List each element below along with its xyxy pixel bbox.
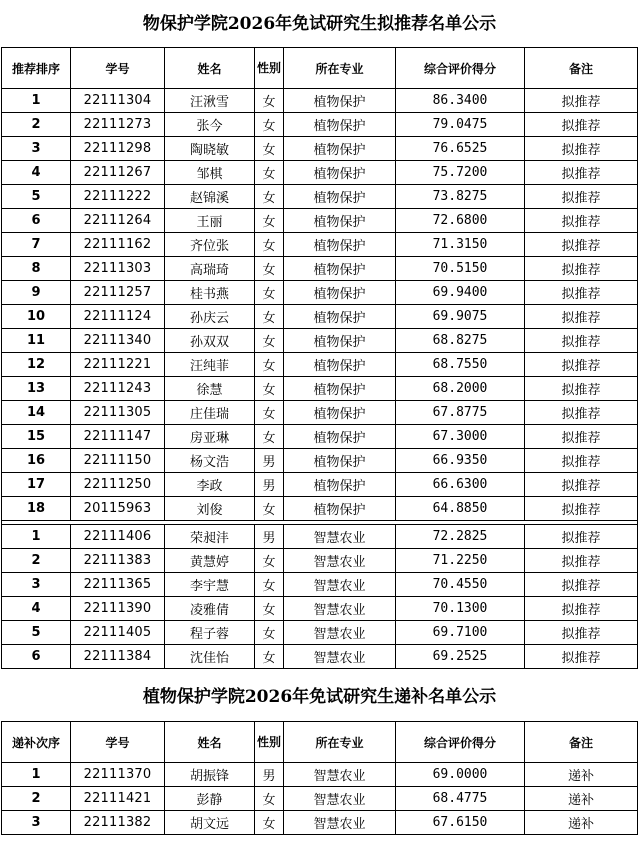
cell-gender: 男	[255, 473, 284, 497]
table-row	[2, 353, 638, 377]
cell-student-id: 22111250	[71, 473, 165, 497]
cell-name: 汪湫雪	[165, 89, 255, 113]
cell-name: 赵锦溪	[165, 185, 255, 209]
header-name: 姓名	[165, 48, 255, 89]
substitute-table	[1, 721, 638, 835]
table-row	[2, 281, 638, 305]
cell-student-id: 22111221	[71, 353, 165, 377]
cell-rank: 3	[2, 573, 71, 597]
table-row	[2, 305, 638, 329]
cell-gender: 女	[255, 621, 284, 645]
cell-score: 71.3150	[396, 233, 525, 257]
cell-name: 齐位张	[165, 233, 255, 257]
cell-note: 递补	[525, 811, 638, 835]
cell-note: 拟推荐	[525, 137, 638, 161]
header-student-id: 学号	[71, 48, 165, 89]
table-row	[2, 209, 638, 233]
cell-rank: 7	[2, 233, 71, 257]
table-row	[2, 645, 638, 669]
cell-score: 73.8275	[396, 185, 525, 209]
cell-note: 拟推荐	[525, 113, 638, 137]
cell-gender: 女	[255, 597, 284, 621]
cell-rank: 6	[2, 209, 71, 233]
cell-major: 植物保护	[284, 305, 396, 329]
cell-gender: 女	[255, 425, 284, 449]
cell-name: 沈佳怡	[165, 645, 255, 669]
cell-student-id: 22111147	[71, 425, 165, 449]
cell-note: 拟推荐	[525, 305, 638, 329]
cell-major: 植物保护	[284, 473, 396, 497]
table-row	[2, 425, 638, 449]
cell-student-id: 22111243	[71, 377, 165, 401]
cell-student-id: 22111150	[71, 449, 165, 473]
header-name: 姓名	[165, 722, 255, 763]
cell-major: 智慧农业	[284, 645, 396, 669]
cell-note: 拟推荐	[525, 209, 638, 233]
cell-major: 植物保护	[284, 425, 396, 449]
cell-name: 房亚琳	[165, 425, 255, 449]
cell-rank: 16	[2, 449, 71, 473]
cell-note: 拟推荐	[525, 401, 638, 425]
cell-student-id: 22111304	[71, 89, 165, 113]
cell-major: 植物保护	[284, 113, 396, 137]
table-header-row	[2, 48, 638, 89]
cell-student-id: 22111383	[71, 549, 165, 573]
cell-major: 智慧农业	[284, 787, 396, 811]
cell-note: 拟推荐	[525, 497, 638, 521]
cell-gender: 女	[255, 549, 284, 573]
cell-rank: 17	[2, 473, 71, 497]
cell-score: 69.9075	[396, 305, 525, 329]
table-row	[2, 329, 638, 353]
cell-student-id: 22111405	[71, 621, 165, 645]
cell-major: 智慧农业	[284, 811, 396, 835]
cell-note: 递补	[525, 763, 638, 787]
table-row	[2, 161, 638, 185]
cell-score: 71.2250	[396, 549, 525, 573]
cell-major: 智慧农业	[284, 621, 396, 645]
cell-major: 植物保护	[284, 497, 396, 521]
cell-name: 李政	[165, 473, 255, 497]
table-row	[2, 787, 638, 811]
cell-name: 汪纯菲	[165, 353, 255, 377]
cell-student-id: 22111162	[71, 233, 165, 257]
cell-student-id: 22111390	[71, 597, 165, 621]
cell-note: 拟推荐	[525, 329, 638, 353]
cell-rank: 5	[2, 185, 71, 209]
cell-gender: 女	[255, 377, 284, 401]
cell-name: 荣昶沣	[165, 525, 255, 549]
cell-name: 彭静	[165, 787, 255, 811]
cell-score: 64.8850	[396, 497, 525, 521]
cell-rank: 1	[2, 89, 71, 113]
cell-gender: 女	[255, 305, 284, 329]
cell-score: 67.6150	[396, 811, 525, 835]
cell-score: 66.6300	[396, 473, 525, 497]
cell-gender: 女	[255, 329, 284, 353]
cell-rank: 3	[2, 811, 71, 835]
cell-gender: 女	[255, 497, 284, 521]
cell-gender: 女	[255, 281, 284, 305]
cell-name: 徐慧	[165, 377, 255, 401]
cell-major: 植物保护	[284, 137, 396, 161]
cell-gender: 女	[255, 185, 284, 209]
cell-name: 孙庆云	[165, 305, 255, 329]
cell-major: 植物保护	[284, 329, 396, 353]
cell-student-id: 22111257	[71, 281, 165, 305]
cell-rank: 12	[2, 353, 71, 377]
cell-name: 陶晓敏	[165, 137, 255, 161]
cell-student-id: 22111124	[71, 305, 165, 329]
cell-rank: 15	[2, 425, 71, 449]
cell-name: 张今	[165, 113, 255, 137]
cell-major: 植物保护	[284, 233, 396, 257]
cell-major: 植物保护	[284, 353, 396, 377]
cell-note: 拟推荐	[525, 597, 638, 621]
cell-score: 68.2000	[396, 377, 525, 401]
cell-note: 拟推荐	[525, 377, 638, 401]
cell-gender: 女	[255, 353, 284, 377]
cell-rank: 4	[2, 597, 71, 621]
cell-major: 植物保护	[284, 377, 396, 401]
table-row	[2, 185, 638, 209]
cell-name: 杨文浩	[165, 449, 255, 473]
cell-student-id: 20115963	[71, 497, 165, 521]
cell-note: 拟推荐	[525, 449, 638, 473]
cell-name: 程子蓉	[165, 621, 255, 645]
cell-score: 68.4775	[396, 787, 525, 811]
header-gender: 性别	[255, 722, 284, 763]
cell-gender: 女	[255, 113, 284, 137]
cell-student-id: 22111340	[71, 329, 165, 353]
table-row	[2, 549, 638, 573]
cell-rank: 5	[2, 621, 71, 645]
header-major: 所在专业	[284, 722, 396, 763]
cell-name: 高瑞琦	[165, 257, 255, 281]
cell-name: 黄慧婷	[165, 549, 255, 573]
table-row	[2, 621, 638, 645]
cell-note: 递补	[525, 787, 638, 811]
cell-major: 植物保护	[284, 185, 396, 209]
cell-student-id: 22111273	[71, 113, 165, 137]
table-row	[2, 113, 638, 137]
cell-student-id: 22111421	[71, 787, 165, 811]
cell-student-id: 22111384	[71, 645, 165, 669]
table-row	[2, 377, 638, 401]
cell-note: 拟推荐	[525, 185, 638, 209]
cell-student-id: 22111298	[71, 137, 165, 161]
cell-major: 植物保护	[284, 281, 396, 305]
cell-rank: 4	[2, 161, 71, 185]
cell-gender: 女	[255, 257, 284, 281]
cell-note: 拟推荐	[525, 573, 638, 597]
cell-rank: 2	[2, 787, 71, 811]
document-title-recommended: 物保护学院2026年免试研究生拟推荐名单公示	[142, 14, 497, 34]
header-rank: 递补次序	[2, 722, 71, 763]
cell-score: 79.0475	[396, 113, 525, 137]
table-row	[2, 89, 638, 113]
cell-rank: 8	[2, 257, 71, 281]
cell-student-id: 22111382	[71, 811, 165, 835]
header-score: 综合评价得分	[396, 48, 525, 89]
cell-student-id: 22111303	[71, 257, 165, 281]
cell-note: 拟推荐	[525, 645, 638, 669]
cell-student-id: 22111264	[71, 209, 165, 233]
cell-name: 李宇慧	[165, 573, 255, 597]
table-row	[2, 763, 638, 787]
cell-name: 孙双双	[165, 329, 255, 353]
cell-score: 67.3000	[396, 425, 525, 449]
recommended-table	[1, 47, 638, 669]
cell-rank: 13	[2, 377, 71, 401]
header-note: 备注	[525, 722, 638, 763]
cell-note: 拟推荐	[525, 161, 638, 185]
header-score: 综合评价得分	[396, 722, 525, 763]
cell-student-id: 22111365	[71, 573, 165, 597]
cell-gender: 女	[255, 811, 284, 835]
cell-rank: 9	[2, 281, 71, 305]
cell-student-id: 22111267	[71, 161, 165, 185]
cell-major: 智慧农业	[284, 549, 396, 573]
cell-rank: 1	[2, 763, 71, 787]
cell-rank: 18	[2, 497, 71, 521]
header-student-id: 学号	[71, 722, 165, 763]
cell-score: 69.9400	[396, 281, 525, 305]
cell-major: 植物保护	[284, 209, 396, 233]
table-row	[2, 811, 638, 835]
cell-rank: 2	[2, 549, 71, 573]
cell-score: 67.8775	[396, 401, 525, 425]
cell-note: 拟推荐	[525, 281, 638, 305]
cell-name: 王丽	[165, 209, 255, 233]
cell-major: 智慧农业	[284, 525, 396, 549]
cell-score: 75.7200	[396, 161, 525, 185]
cell-score: 68.7550	[396, 353, 525, 377]
cell-gender: 女	[255, 209, 284, 233]
table-row	[2, 525, 638, 549]
cell-name: 刘俊	[165, 497, 255, 521]
cell-note: 拟推荐	[525, 257, 638, 281]
cell-score: 69.0000	[396, 763, 525, 787]
cell-score: 69.7100	[396, 621, 525, 645]
header-rank: 推荐排序	[2, 48, 71, 89]
table-row	[2, 473, 638, 497]
cell-rank: 11	[2, 329, 71, 353]
header-note: 备注	[525, 48, 638, 89]
table-row	[2, 573, 638, 597]
cell-score: 69.2525	[396, 645, 525, 669]
cell-note: 拟推荐	[525, 89, 638, 113]
document-title-substitute: 植物保护学院2026年免试研究生递补名单公示	[142, 687, 497, 707]
cell-note: 拟推荐	[525, 549, 638, 573]
cell-major: 植物保护	[284, 89, 396, 113]
table-row	[2, 401, 638, 425]
cell-gender: 女	[255, 401, 284, 425]
cell-gender: 女	[255, 233, 284, 257]
cell-name: 邹棋	[165, 161, 255, 185]
cell-major: 植物保护	[284, 401, 396, 425]
cell-major: 智慧农业	[284, 573, 396, 597]
cell-student-id: 22111406	[71, 525, 165, 549]
cell-gender: 男	[255, 763, 284, 787]
cell-name: 桂书燕	[165, 281, 255, 305]
cell-rank: 2	[2, 113, 71, 137]
cell-score: 70.4550	[396, 573, 525, 597]
header-major: 所在专业	[284, 48, 396, 89]
cell-gender: 男	[255, 525, 284, 549]
table-header-row	[2, 722, 638, 763]
cell-rank: 14	[2, 401, 71, 425]
table-row	[2, 449, 638, 473]
cell-note: 拟推荐	[525, 353, 638, 377]
cell-student-id: 22111305	[71, 401, 165, 425]
cell-gender: 男	[255, 449, 284, 473]
cell-note: 拟推荐	[525, 621, 638, 645]
cell-note: 拟推荐	[525, 233, 638, 257]
cell-score: 72.2825	[396, 525, 525, 549]
table-row	[2, 137, 638, 161]
cell-major: 植物保护	[284, 257, 396, 281]
cell-score: 70.5150	[396, 257, 525, 281]
cell-note: 拟推荐	[525, 525, 638, 549]
cell-score: 66.9350	[396, 449, 525, 473]
table-row	[2, 597, 638, 621]
cell-rank: 1	[2, 525, 71, 549]
cell-rank: 10	[2, 305, 71, 329]
cell-score: 70.1300	[396, 597, 525, 621]
cell-name: 庄佳瑞	[165, 401, 255, 425]
cell-score: 72.6800	[396, 209, 525, 233]
cell-name: 胡振锋	[165, 763, 255, 787]
cell-note: 拟推荐	[525, 425, 638, 449]
header-gender: 性别	[255, 48, 284, 89]
cell-major: 植物保护	[284, 449, 396, 473]
cell-major: 智慧农业	[284, 597, 396, 621]
cell-score: 86.3400	[396, 89, 525, 113]
cell-gender: 女	[255, 161, 284, 185]
cell-gender: 女	[255, 787, 284, 811]
cell-student-id: 22111370	[71, 763, 165, 787]
cell-score: 76.6525	[396, 137, 525, 161]
cell-gender: 女	[255, 645, 284, 669]
cell-score: 68.8275	[396, 329, 525, 353]
cell-gender: 女	[255, 573, 284, 597]
cell-name: 胡文远	[165, 811, 255, 835]
cell-major: 植物保护	[284, 161, 396, 185]
cell-name: 凌雅倩	[165, 597, 255, 621]
cell-major: 智慧农业	[284, 763, 396, 787]
cell-student-id: 22111222	[71, 185, 165, 209]
cell-note: 拟推荐	[525, 473, 638, 497]
cell-gender: 女	[255, 137, 284, 161]
table-row	[2, 233, 638, 257]
cell-rank: 3	[2, 137, 71, 161]
cell-rank: 6	[2, 645, 71, 669]
table-row	[2, 497, 638, 521]
cell-gender: 女	[255, 89, 284, 113]
table-row	[2, 257, 638, 281]
